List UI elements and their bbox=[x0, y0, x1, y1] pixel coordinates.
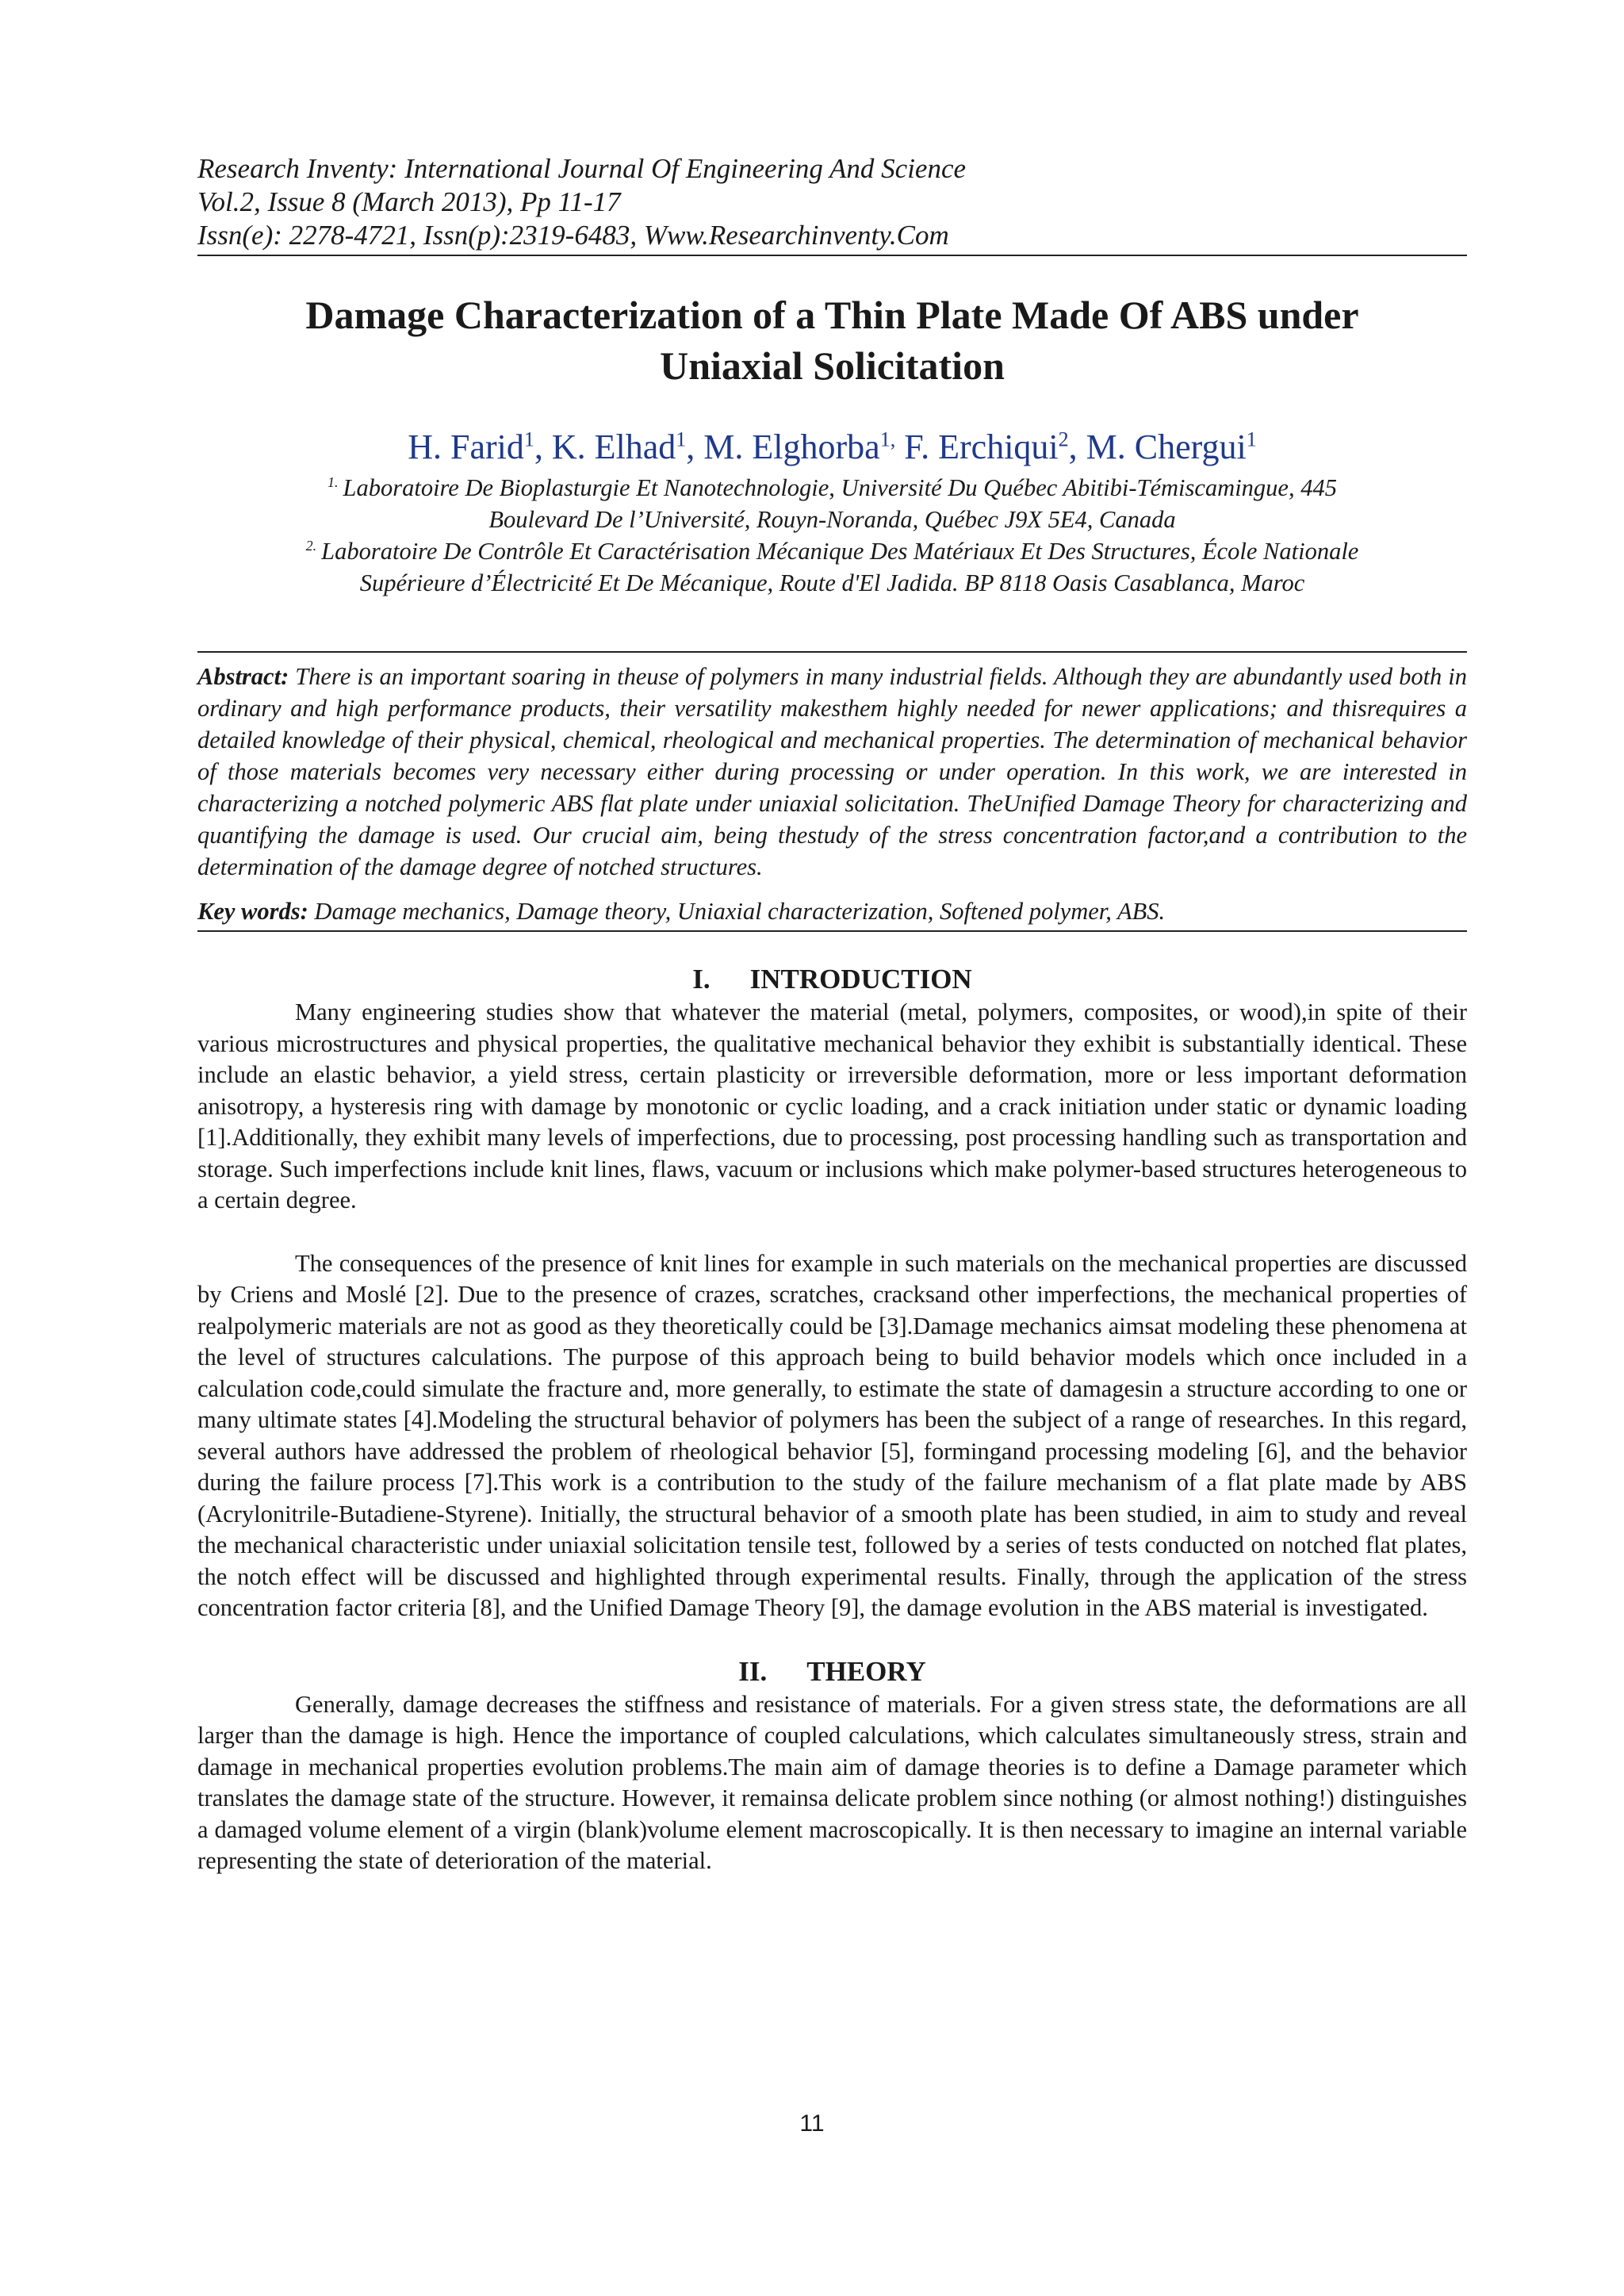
author-name: K. Elhad bbox=[551, 427, 676, 466]
author-separator bbox=[895, 427, 904, 466]
affiliation-2-line-1 bbox=[197, 535, 1467, 567]
intro-paragraph-1: Many engineering studies show that whatever the material (metal, polymers, composites, or wood),in spite of their various microstructures and physical properties, the qualitative mechanical behavior they exhibit is substantially identical. These include an elastic behavior, a yield stress, certain plasticity or irreversible deformation, more or less important deformation anisotropy, a hysteresis ring with damage by monotonic or cyclic loading, and a crack initiation under static or dynamic loading [1].Additionally, they exhibit many levels of imperfections, due to processing, post processing handling such as transportation and storage. Such imperfections include knit lines, flaws, vacuum or inclusions which make polymer-based structures heterogeneous to a certain degree. bbox=[197, 999, 1467, 1213]
journal-name: Research Inventy: International Journal Of Engineering And Science bbox=[197, 153, 967, 184]
title-line-1: Damage Characterization of a Thin Plate Made Of ABS under bbox=[305, 293, 1359, 337]
affiliation-text: Laboratoire De Bioplasturgie Et Nanotechnologie, Université Du Québec Abitibi-Témiscamingue, 445 bbox=[343, 474, 1337, 501]
keywords-text: Damage mechanics, Damage theory, Uniaxial characterization, Softened polymer, ABS. bbox=[314, 898, 1166, 925]
journal-header bbox=[197, 152, 1467, 252]
keywords-label: Key words: bbox=[197, 898, 308, 925]
section-number: I. bbox=[692, 964, 710, 995]
author-name: F. Erchiqui bbox=[904, 427, 1059, 466]
journal-issn: Issn(e): 2278-4721, Issn(p):2319-6483, Www.Researchinventy.Com bbox=[197, 220, 949, 251]
author-separator: , bbox=[1068, 427, 1086, 466]
section-heading-theory bbox=[197, 1654, 1467, 1689]
author-separator: , bbox=[686, 427, 704, 466]
author-affiliation-marker: 2 bbox=[1058, 427, 1069, 451]
header-divider bbox=[197, 255, 1467, 256]
author-affiliation-marker: 1 bbox=[676, 427, 687, 451]
author-affiliation-marker: 1 bbox=[1246, 427, 1257, 451]
page-number: 11 bbox=[799, 2110, 825, 2137]
abstract-text: There is an important soaring in theuse of polymers in many industrial fields. Although they are abundantly used both in ordinary and high performance products, their versatility makesthem highly needed for newer applications; and thisrequires a detailed knowledge of their physical, chemical, rheological and mechanical properties. The determination of mechanical behavior of those materials becomes very necessary either during processing or under operation. In this work, we are interested in characterizing a notched polymeric ABS flat plate under uniaxial solicitation. TheUnified Damage Theory for characterizing and quantifying the damage is used. Our crucial aim, being thestudy of the stress concentration factor,and a contribution to the determination of the damage degree of notched structures. bbox=[197, 663, 1467, 880]
affiliation-text: Laboratoire De Contrôle Et Caractérisation Mécanique Des Matériaux Et Des Structures, École Nationale bbox=[321, 538, 1359, 565]
journal-volume: Vol.2, Issue 8 (March 2013), Pp 11-17 bbox=[197, 186, 621, 217]
abstract-top-divider bbox=[197, 651, 1467, 653]
section-heading-introduction bbox=[197, 962, 1467, 997]
keywords bbox=[197, 895, 1467, 927]
author-affiliation-marker: 1 bbox=[523, 427, 534, 451]
author-name: M. Chergui bbox=[1086, 427, 1247, 466]
section-number: II. bbox=[738, 1655, 768, 1687]
author-affiliation-marker: 1, bbox=[879, 427, 896, 451]
keywords-bottom-divider bbox=[197, 930, 1467, 932]
section-title: THEORY bbox=[806, 1655, 926, 1687]
affiliation-marker: 1. bbox=[327, 473, 339, 490]
paper-title bbox=[197, 289, 1467, 391]
abstract-label: Abstract: bbox=[197, 663, 289, 690]
paper-page bbox=[197, 152, 1467, 1877]
author-name: M. Elghorba bbox=[703, 427, 880, 466]
theory-paragraph-1: Generally, damage decreases the stiffness and resistance of materials. For a given stress state, the deformations are all larger than the damage is high. Hence the importance of coupled calculations, which calculates simultaneously stress, strain and damage in mechanical properties evolution problems.The main aim of damage theories is to define a Damage parameter which translates the damage state of the structure. However, it remainsa delicate problem since nothing (or almost nothing!) distinguishes a damaged volume element of a virgin (blank)volume element macroscopically. It is then necessary to imagine an internal variable representing the state of deterioration of the material. bbox=[197, 1690, 1467, 1874]
affiliation-1-line-2: Boulevard De l’Université, Rouyn-Noranda, Québec J9X 5E4, Canada bbox=[488, 506, 1176, 533]
author-separator: , bbox=[534, 427, 552, 466]
affiliation-marker: 2. bbox=[305, 537, 317, 554]
intro-paragraph-2: The consequences of the presence of knit lines for example in such materials on the mechanical properties are discussed by Criens and Moslé [2]. Due to the presence of crazes, scratches, cracksand other imperfections, the mechanical properties of realpolymeric materials are not as good as they theoretically could be [3].Damage mechanics aimsat modeling these phenomena at the level of structures calculations. The purpose of this approach being to build behavior models which once included in a calculation code,could simulate the fracture and, more generally, to estimate the state of damagesin a structure according to one or many ultimate states [4].Modeling the structural behavior of polymers has been the subject of a range of researches. In this regard, several authors have addressed the problem of rheological behavior [5], formingand processing modeling [6], and the behavior during the failure process [7].This work is a contribution to the study of the failure mechanism of a flat plate made by ABS (Acrylonitrile-Butadiene-Styrene). Initially, the structural behavior of a smooth plate has been studied, in aim to study and reveal the mechanical characteristic under uniaxial solicitation tensile test, followed by a series of tests conducted on notched flat plates, the notch effect will be discussed and highlighted through experimental results. Finally, through the application of the stress concentration factor criteria [8], and the Unified Damage Theory [9], the damage evolution in the ABS material is investigated. bbox=[197, 1249, 1467, 1621]
author-list bbox=[197, 426, 1467, 469]
author-name: H. Farid bbox=[408, 427, 524, 466]
section-title: INTRODUCTION bbox=[749, 964, 972, 995]
affiliation-2-line-2: Supérieure d’Électricité Et De Mécanique, Route d'El Jadida. BP 8118 Oasis Casablanca, Maroc bbox=[359, 569, 1305, 596]
affiliations bbox=[197, 472, 1467, 599]
affiliation-1-line-1 bbox=[197, 472, 1467, 504]
abstract bbox=[197, 661, 1467, 883]
title-line-2: Uniaxial Solicitation bbox=[660, 343, 1005, 388]
